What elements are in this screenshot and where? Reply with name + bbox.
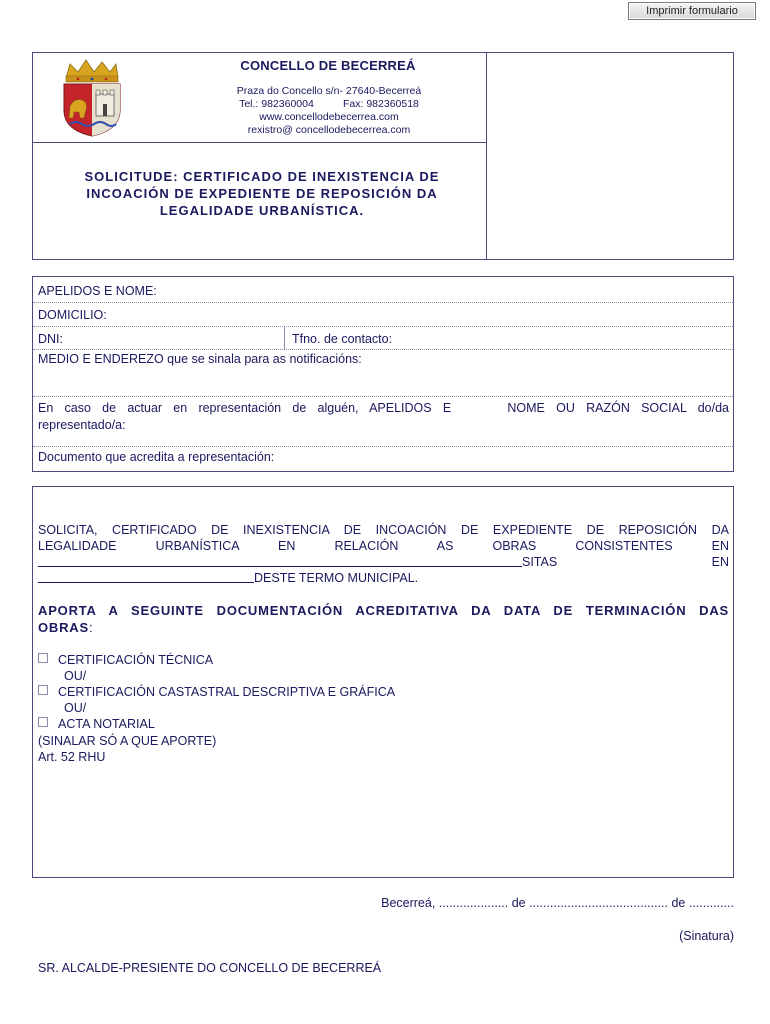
works-description-field[interactable]: [38, 554, 522, 567]
notification-label: MEDIO E ENDEREZO que se sinala para as notificacións:: [38, 352, 362, 366]
dni-phone-field[interactable]: [33, 349, 733, 350]
documents-heading-cont: [38, 619, 93, 636]
option-label: CERTIFICACIÓN CASTASTRAL DESCRIPTIVA E GRÁFICA: [58, 685, 396, 699]
form-title-line: INCOACIÓN DE EXPEDIENTE DE REPOSICIÓN DA: [86, 186, 438, 201]
documents-heading-colon: :: [88, 620, 94, 635]
field-separator: [284, 327, 285, 349]
documents-heading: APORTA A SEGUINTE DOCUMENTACIÓN ACREDITATIVA DA DATA DE TERMINACIÓN DAS: [38, 603, 729, 618]
municipal-crest-icon: [56, 58, 126, 138]
organization-name: CONCELLO DE BECERREÁ: [240, 58, 416, 73]
header-title-divider: [32, 142, 487, 143]
documents-heading-word: OBRAS: [38, 620, 89, 635]
en-text: EN: [711, 555, 729, 569]
option-label: CERTIFICACIÓN TÉCNICA: [58, 653, 214, 667]
request-line: [38, 554, 729, 570]
selection-note: (SINALAR SÓ A QUE APORTE): [38, 734, 217, 748]
header-divider: [486, 52, 487, 260]
phone-label: Tfno. de contacto:: [292, 332, 393, 346]
address-label: DOMICILIO:: [38, 308, 107, 322]
dni-label: DNI:: [38, 332, 63, 346]
representation-label-cont: representado/a:: [38, 418, 126, 432]
checkbox-icon[interactable]: [38, 685, 48, 695]
representation-label: En caso de actuar en representación de alguén, APELIDOS E NOME OU RAZÓN SOCIAL do/da: [38, 401, 729, 415]
document-label: Documento que acredita a representación:: [38, 450, 275, 464]
address-line: Praza do Concello s/n- 27640-Becerreá: [236, 85, 422, 97]
municipal-text: DESTE TERMO MUNICIPAL.: [254, 571, 419, 585]
form-title: [62, 168, 462, 219]
applicant-section: [32, 276, 734, 472]
addressee: SR. ALCALDE-PRESIENTE DO CONCELLO DE BECERREÁ: [38, 961, 382, 975]
checkbox-icon[interactable]: [38, 717, 48, 727]
checkbox-icon[interactable]: [38, 653, 48, 663]
form-title-line: LEGALIDADE URBANÍSTICA.: [159, 203, 365, 218]
option-label: ACTA NOTARIAL: [58, 717, 155, 731]
name-field[interactable]: [33, 302, 733, 303]
place-date-line: Becerreá, .................... de ........................................ de .............: [381, 896, 734, 910]
print-form-button[interactable]: Imprimir formulario: [628, 2, 756, 20]
address-field[interactable]: [33, 326, 733, 327]
representation-field[interactable]: [33, 446, 733, 447]
request-line: [38, 570, 418, 586]
or-text: OU/: [64, 701, 87, 715]
phone-fax-line: Tel.: 982360004 Fax: 982360518: [239, 98, 419, 110]
option-item[interactable]: [38, 652, 213, 668]
option-item[interactable]: [38, 716, 155, 732]
location-field[interactable]: [38, 570, 254, 583]
request-line: SOLICITA, CERTIFICADO DE INEXISTENCIA DE INCOACIÓN DE EXPEDIENTE DE REPOSICIÓN DA: [38, 523, 729, 537]
website-line: www.concellodebecerrea.com: [259, 111, 399, 123]
or-text: OU/: [64, 669, 87, 683]
header-box: [32, 52, 734, 260]
request-line: LEGALIDADE URBANÍSTICA EN RELACIÓN AS OBRAS CONSISTENTES EN: [38, 539, 729, 553]
email-line: rexistro@ concellodebecerrea.com: [247, 124, 411, 136]
name-label: APELIDOS E NOME:: [38, 284, 157, 298]
notification-field[interactable]: [33, 396, 733, 397]
legal-reference: Art. 52 RHU: [38, 750, 106, 764]
sitas-text: SITAS: [522, 555, 558, 569]
form-title-line: SOLICITUDE: CERTIFICADO DE INEXISTENCIA DE: [84, 169, 440, 184]
option-item[interactable]: [38, 684, 395, 700]
signature-label: (Sinatura): [679, 929, 734, 943]
